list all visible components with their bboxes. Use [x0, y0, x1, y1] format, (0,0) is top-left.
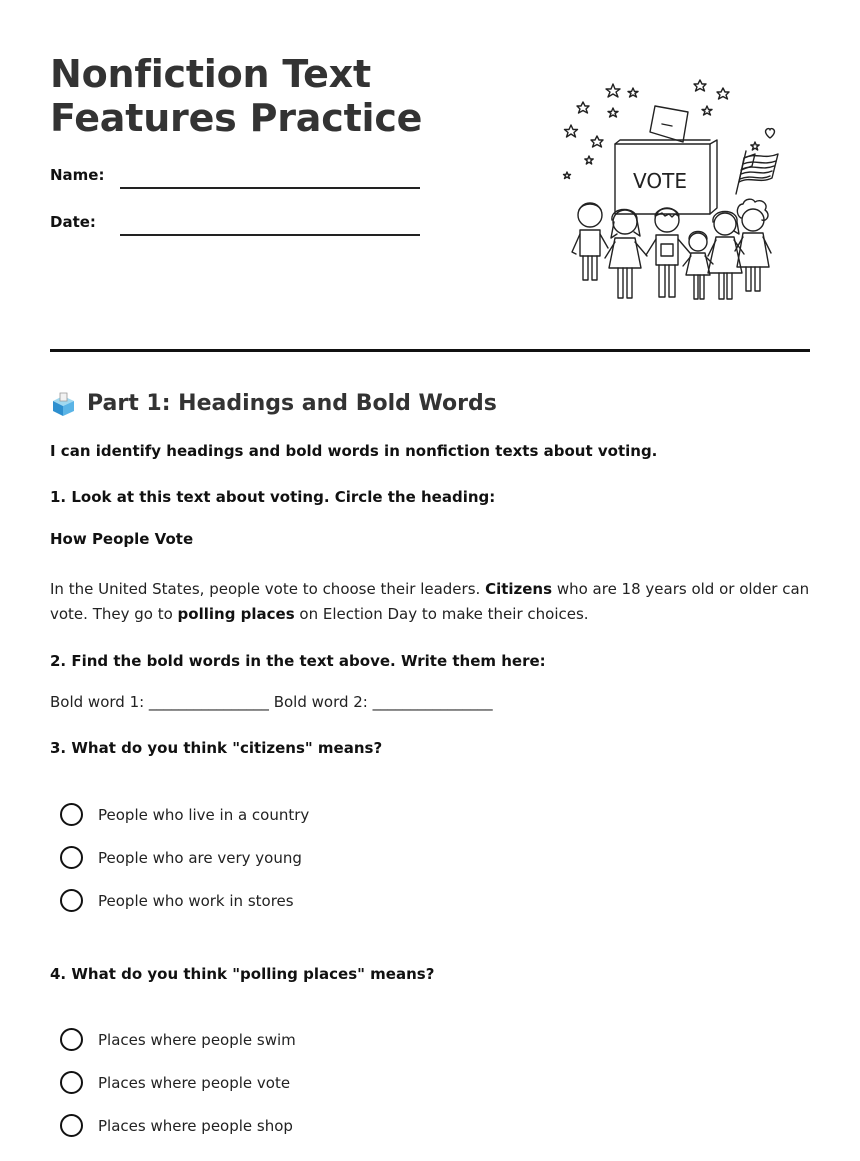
worksheet-title: [50, 52, 422, 140]
child-figure: [605, 210, 647, 299]
question-3-prompt: 3. What do you think "citizens" means?: [50, 739, 383, 757]
title-line-2: Features Practice: [50, 96, 423, 140]
radio-button[interactable]: [60, 1071, 83, 1094]
ballot-box-icon: [50, 390, 77, 417]
child-figure: [572, 203, 608, 280]
question-3-options: [60, 793, 309, 922]
answer-option[interactable]: People who work in stores: [60, 879, 309, 922]
ballot-box-label: VOTE: [633, 169, 687, 193]
voting-children-illustration: [555, 72, 790, 307]
radio-button[interactable]: [60, 803, 83, 826]
question-1-prompt: 1. Look at this text about voting. Circle the heading:: [50, 488, 496, 506]
date-label: Date:: [50, 213, 96, 231]
radio-button[interactable]: [60, 1114, 83, 1137]
name-label: Name:: [50, 166, 105, 184]
ballot-paper: [650, 106, 688, 142]
question-4-options: [60, 1018, 296, 1147]
name-line[interactable]: [120, 187, 420, 189]
text-heading[interactable]: How People Vote: [50, 530, 194, 548]
section-divider: [50, 349, 810, 352]
question-4-prompt: 4. What do you think "polling places" means?: [50, 965, 435, 983]
radio-button[interactable]: [60, 1028, 83, 1051]
title-line-1: Nonfiction Text: [50, 52, 371, 96]
answer-option[interactable]: Places where people shop: [60, 1104, 296, 1147]
question-2-prompt: 2. Find the bold words in the text above. Write them here:: [50, 652, 546, 670]
child-figure: [683, 232, 713, 300]
child-figure: [646, 208, 690, 297]
radio-button[interactable]: [60, 889, 83, 912]
bold-word-citizens: Citizens: [485, 580, 553, 598]
date-line[interactable]: [120, 234, 420, 236]
part1-heading-text: Part 1: Headings and Bold Words: [87, 391, 497, 416]
answer-option[interactable]: People who are very young: [60, 836, 309, 879]
answer-option[interactable]: Places where people vote: [60, 1061, 296, 1104]
learning-objective: I can identify headings and bold words in nonfiction texts about voting.: [50, 442, 658, 460]
radio-button[interactable]: [60, 846, 83, 869]
answer-option[interactable]: People who live in a country: [60, 793, 309, 836]
reading-passage: In the United States, people vote to choose their leaders. Citizens who are 18 years old or older can vote. They go to polling places on Election Day to make their choices.: [50, 580, 810, 623]
part1-heading: [50, 390, 497, 417]
heart-icon: [766, 129, 775, 138]
bold-word-polling-places: polling places: [177, 605, 295, 623]
answer-option[interactable]: Places where people swim: [60, 1018, 296, 1061]
star-icon: [564, 80, 760, 179]
child-figure: [735, 199, 771, 291]
bold-word-answer-line[interactable]: Bold word 1: ________________ Bold word 2: ________________: [50, 693, 493, 711]
